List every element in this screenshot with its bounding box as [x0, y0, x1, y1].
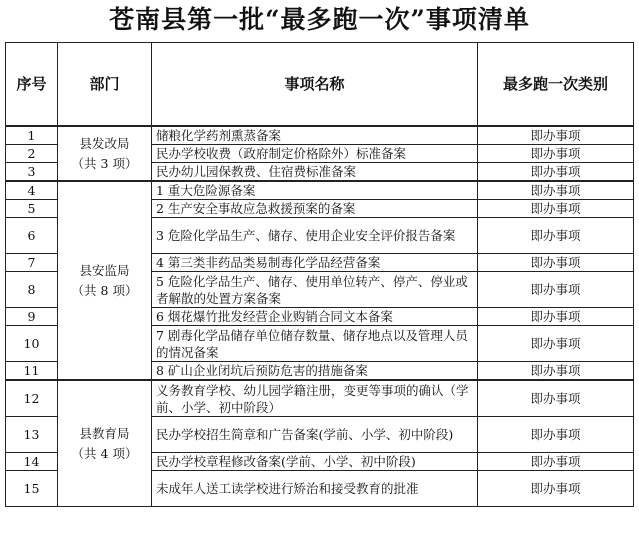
serial-cell: 6	[6, 218, 58, 254]
serial-cell: 2	[6, 145, 58, 163]
department-count: （共 4 项）	[71, 445, 138, 461]
item-cell: 7 剧毒化学品储存单位储存数量、储存地点以及管理人员的情况备案	[152, 326, 478, 362]
table-header-row	[6, 43, 634, 127]
category-cell: 即办事项	[478, 380, 634, 417]
department-name: 县安监局	[79, 262, 130, 278]
serial-cell: 4	[6, 181, 58, 200]
item-cell: 义务教育学校、幼儿园学籍注册，变更等事项的确认（学前、小学、初中阶段）	[152, 380, 478, 417]
item-cell: 民办幼儿园保教费、住宿费标准备案	[152, 163, 478, 182]
page-title: 苍南县第一批“最多跑一次”事项清单	[109, 5, 530, 34]
table-row	[6, 126, 634, 145]
item-cell: 民办学校收费（政府制定价格除外）标准备案	[152, 145, 478, 163]
category-cell: 即办事项	[478, 200, 634, 218]
serial-cell: 7	[6, 254, 58, 272]
category-cell: 即办事项	[478, 471, 634, 507]
category-cell: 即办事项	[478, 308, 634, 326]
serial-cell: 10	[6, 326, 58, 362]
category-cell: 即办事项	[478, 126, 634, 145]
item-cell: 未成年人送工读学校进行矫治和接受教育的批准	[152, 471, 478, 507]
category-cell: 即办事项	[478, 417, 634, 453]
serial-cell: 15	[6, 471, 58, 507]
header-item-name: 事项名称	[152, 43, 478, 127]
table-row	[6, 181, 634, 200]
department-count: （共 3 项）	[71, 155, 138, 171]
category-cell: 即办事项	[478, 181, 634, 200]
item-cell: 民办学校招生简章和广告备案(学前、小学、初中阶段)	[152, 417, 478, 453]
category-cell: 即办事项	[478, 254, 634, 272]
category-cell: 即办事项	[478, 453, 634, 471]
serial-cell: 5	[6, 200, 58, 218]
item-cell: 1 重大危险源备案	[152, 181, 478, 200]
item-cell: 4 第三类非药品类易制毒化学品经营备案	[152, 254, 478, 272]
item-cell: 3 危险化学品生产、储存、使用企业安全评价报告备案	[152, 218, 478, 254]
serial-cell: 1	[6, 126, 58, 145]
header-serial: 序号	[6, 43, 58, 127]
table-row	[6, 380, 634, 417]
item-cell: 民办学校章程修改备案(学前、小学、初中阶段)	[152, 453, 478, 471]
item-cell: 8 矿山企业闭坑后预防危害的措施备案	[152, 362, 478, 381]
department-cell	[58, 181, 152, 380]
serial-cell: 13	[6, 417, 58, 453]
item-cell: 5 危险化学品生产、储存、使用单位转产、停产、停业或者解散的处置方案备案	[152, 272, 478, 308]
item-cell: 6 烟花爆竹批发经营企业购销合同文本备案	[152, 308, 478, 326]
department-name: 县发改局	[79, 135, 130, 151]
serial-cell: 11	[6, 362, 58, 381]
department-cell	[58, 126, 152, 181]
category-cell: 即办事项	[478, 362, 634, 381]
department-cell	[58, 380, 152, 507]
header-category: 最多跑一次类别	[478, 43, 634, 127]
item-cell: 储粮化学药剂熏蒸备案	[152, 126, 478, 145]
header-department: 部门	[58, 43, 152, 127]
item-cell: 2 生产安全事故应急救援预案的备案	[152, 200, 478, 218]
category-cell: 即办事项	[478, 145, 634, 163]
serial-cell: 8	[6, 272, 58, 308]
serial-cell: 3	[6, 163, 58, 182]
category-cell: 即办事项	[478, 218, 634, 254]
department-count: （共 8 项）	[71, 282, 138, 298]
serial-cell: 14	[6, 453, 58, 471]
category-cell: 即办事项	[478, 326, 634, 362]
department-name: 县教育局	[79, 425, 130, 441]
items-table	[5, 42, 634, 507]
category-cell: 即办事项	[478, 163, 634, 182]
serial-cell: 9	[6, 308, 58, 326]
serial-cell: 12	[6, 380, 58, 417]
category-cell: 即办事项	[478, 272, 634, 308]
